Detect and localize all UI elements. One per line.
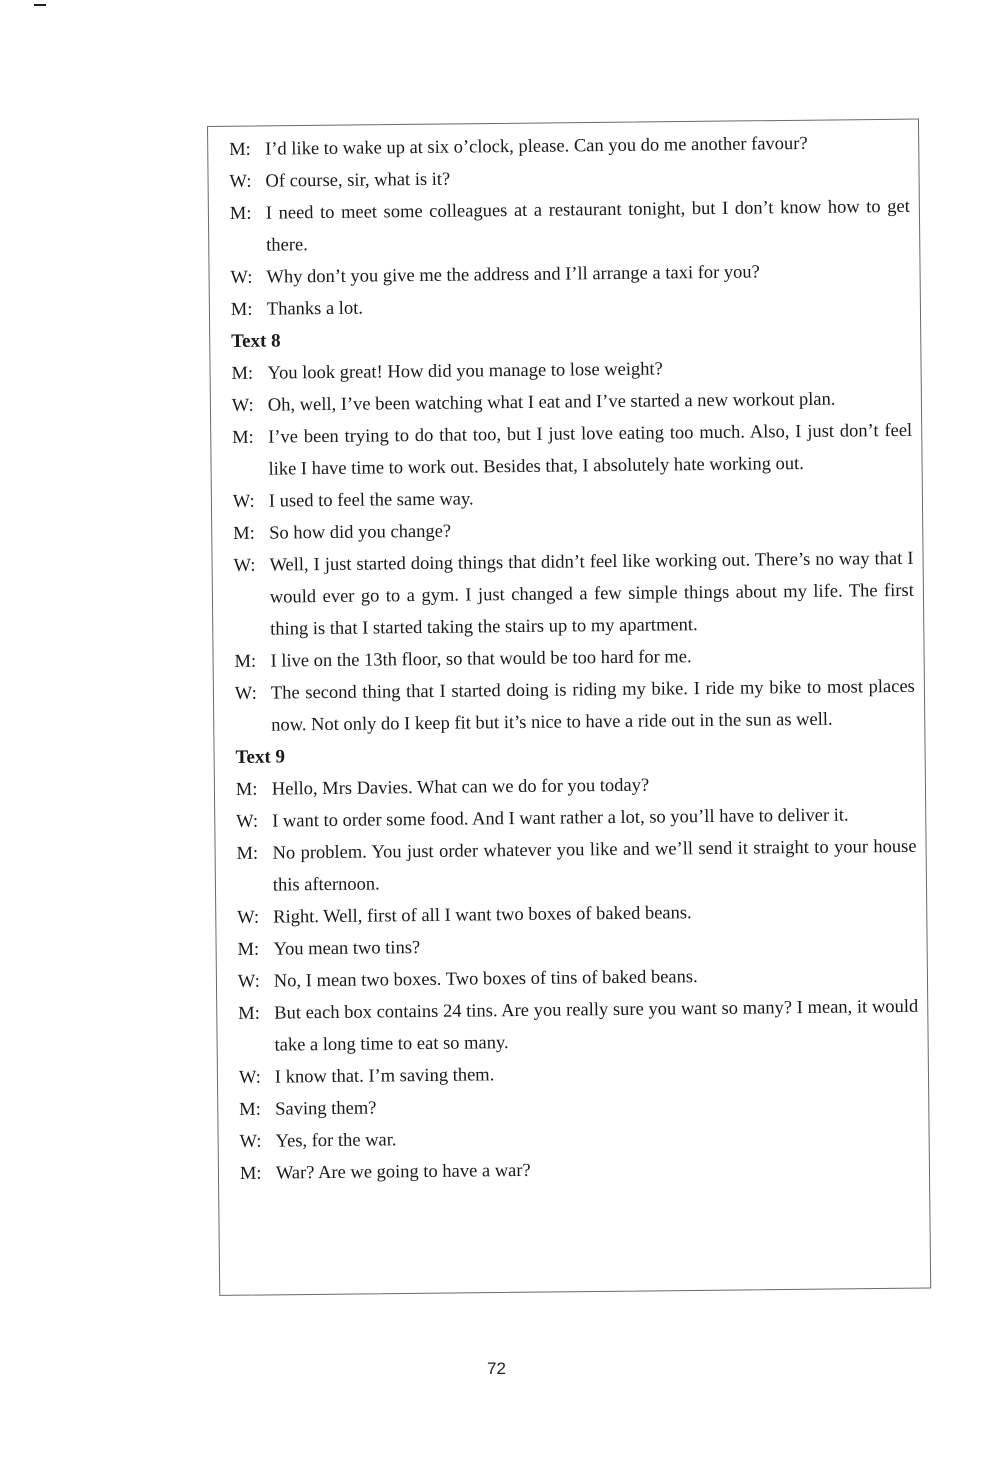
speaker-label: W: xyxy=(233,555,256,576)
speaker-label: M: xyxy=(238,1003,260,1024)
page-number: 72 xyxy=(487,1359,506,1378)
utterance-text: So how did you change? xyxy=(269,521,452,544)
utterance-text: Why don’t you give me the address and I’ll arrange a taxi for you? xyxy=(266,262,760,288)
speaker-label: M: xyxy=(235,779,258,800)
utterance-text: Well, I just started doing things that didn’t feel like working out. There’s no way that I would ever go to a gym. I just changed a few simple things about my life. The first thing is that I started taking the stairs up to my apartment. xyxy=(269,548,914,640)
speaker-label: M: xyxy=(239,1163,262,1184)
utterance-text: I live on the 13th floor, so that would be too hard for me. xyxy=(270,647,692,672)
speaker-label: W: xyxy=(230,267,253,288)
utterance-text: I’ve been trying to do that too, but I just love eating too much. Also, I just don’t feel like I have time to work out. Besides that, I absolutely hate working out. xyxy=(268,420,913,480)
utterance-text: Saving them? xyxy=(275,1098,377,1120)
utterance-text: No problem. You just order whatever you like and we’ll send it straight to your house this afternoon. xyxy=(272,836,917,896)
speaker-label: M: xyxy=(234,651,257,672)
dialogue-turn xyxy=(238,991,919,1062)
utterance-text: No, I mean two boxes. Two boxes of tins of baked beans. xyxy=(273,967,698,992)
dialogue-turn xyxy=(232,415,913,486)
utterance-text: You look great! How did you manage to lose weight? xyxy=(267,359,663,384)
speaker-label: W: xyxy=(229,171,252,192)
utterance-text: Right. Well, first of all I want two boxes of baked beans. xyxy=(273,903,692,928)
speaker-label: M: xyxy=(230,299,253,320)
utterance-text: Hello, Mrs Davies. What can we do for you today? xyxy=(271,775,650,800)
dialogue-turn xyxy=(235,671,916,742)
dialogue-section xyxy=(229,127,911,326)
utterance-text: Yes, for the war. xyxy=(275,1130,397,1152)
speaker-label: W: xyxy=(238,1067,261,1088)
speaker-label: W: xyxy=(237,971,260,992)
speaker-label: M: xyxy=(237,939,260,960)
scan-mark xyxy=(34,4,46,6)
section-heading: Text 8 xyxy=(231,330,281,352)
utterance-text: I want to order some food. And I want rather a lot, so you’ll have to deliver it. xyxy=(272,805,849,832)
utterance-text: The second thing that I started doing is riding my bike. I ride my bike to most places now. Not only do I keep fit but it’s nice to have a ride out in the sun as well. xyxy=(270,676,915,736)
dialogue-section xyxy=(231,319,915,742)
utterance-text: I used to feel the same way. xyxy=(268,489,474,512)
utterance-text: Thanks a lot. xyxy=(266,298,364,320)
speaker-label: M: xyxy=(229,203,252,224)
speaker-label: M: xyxy=(232,427,254,448)
speaker-label: W: xyxy=(232,491,255,512)
section-heading: Text 9 xyxy=(235,746,286,768)
utterance-text: War? Are we going to have a war? xyxy=(275,1160,531,1184)
speaker-label: M: xyxy=(236,843,259,864)
speaker-label: M: xyxy=(233,523,255,544)
utterance-text: You mean two tins? xyxy=(273,938,421,960)
speaker-label: M: xyxy=(229,139,251,160)
speaker-label: W: xyxy=(237,907,260,928)
speaker-label: M: xyxy=(231,363,254,384)
speaker-label: W: xyxy=(234,683,257,704)
utterance-text: I’d like to wake up at six o’clock, please. Can you do me another favour? xyxy=(265,133,808,160)
dialogue-turn xyxy=(233,543,914,646)
utterance-text: I need to meet some colleagues at a restaurant tonight, but I don’t know how to get there. xyxy=(265,196,910,256)
speaker-label: M: xyxy=(239,1099,261,1120)
speaker-label: W: xyxy=(239,1131,262,1152)
dialogue-turn xyxy=(230,191,911,262)
speaker-label: W: xyxy=(236,811,259,832)
speaker-label: W: xyxy=(231,395,254,416)
utterance-text: Oh, well, I’ve been watching what I eat and I’ve started a new workout plan. xyxy=(267,389,836,416)
utterance-text: Of course, sir, what is it? xyxy=(265,169,451,192)
dialogue-turn xyxy=(236,831,917,902)
dialogue-content xyxy=(229,127,920,1190)
utterance-text: I know that. I’m saving them. xyxy=(274,1065,495,1088)
utterance-text: But each box contains 24 tins. Are you really sure you want so many? I mean, it would take a long time to eat so many. xyxy=(274,996,919,1056)
dialogue-section xyxy=(235,735,920,1190)
